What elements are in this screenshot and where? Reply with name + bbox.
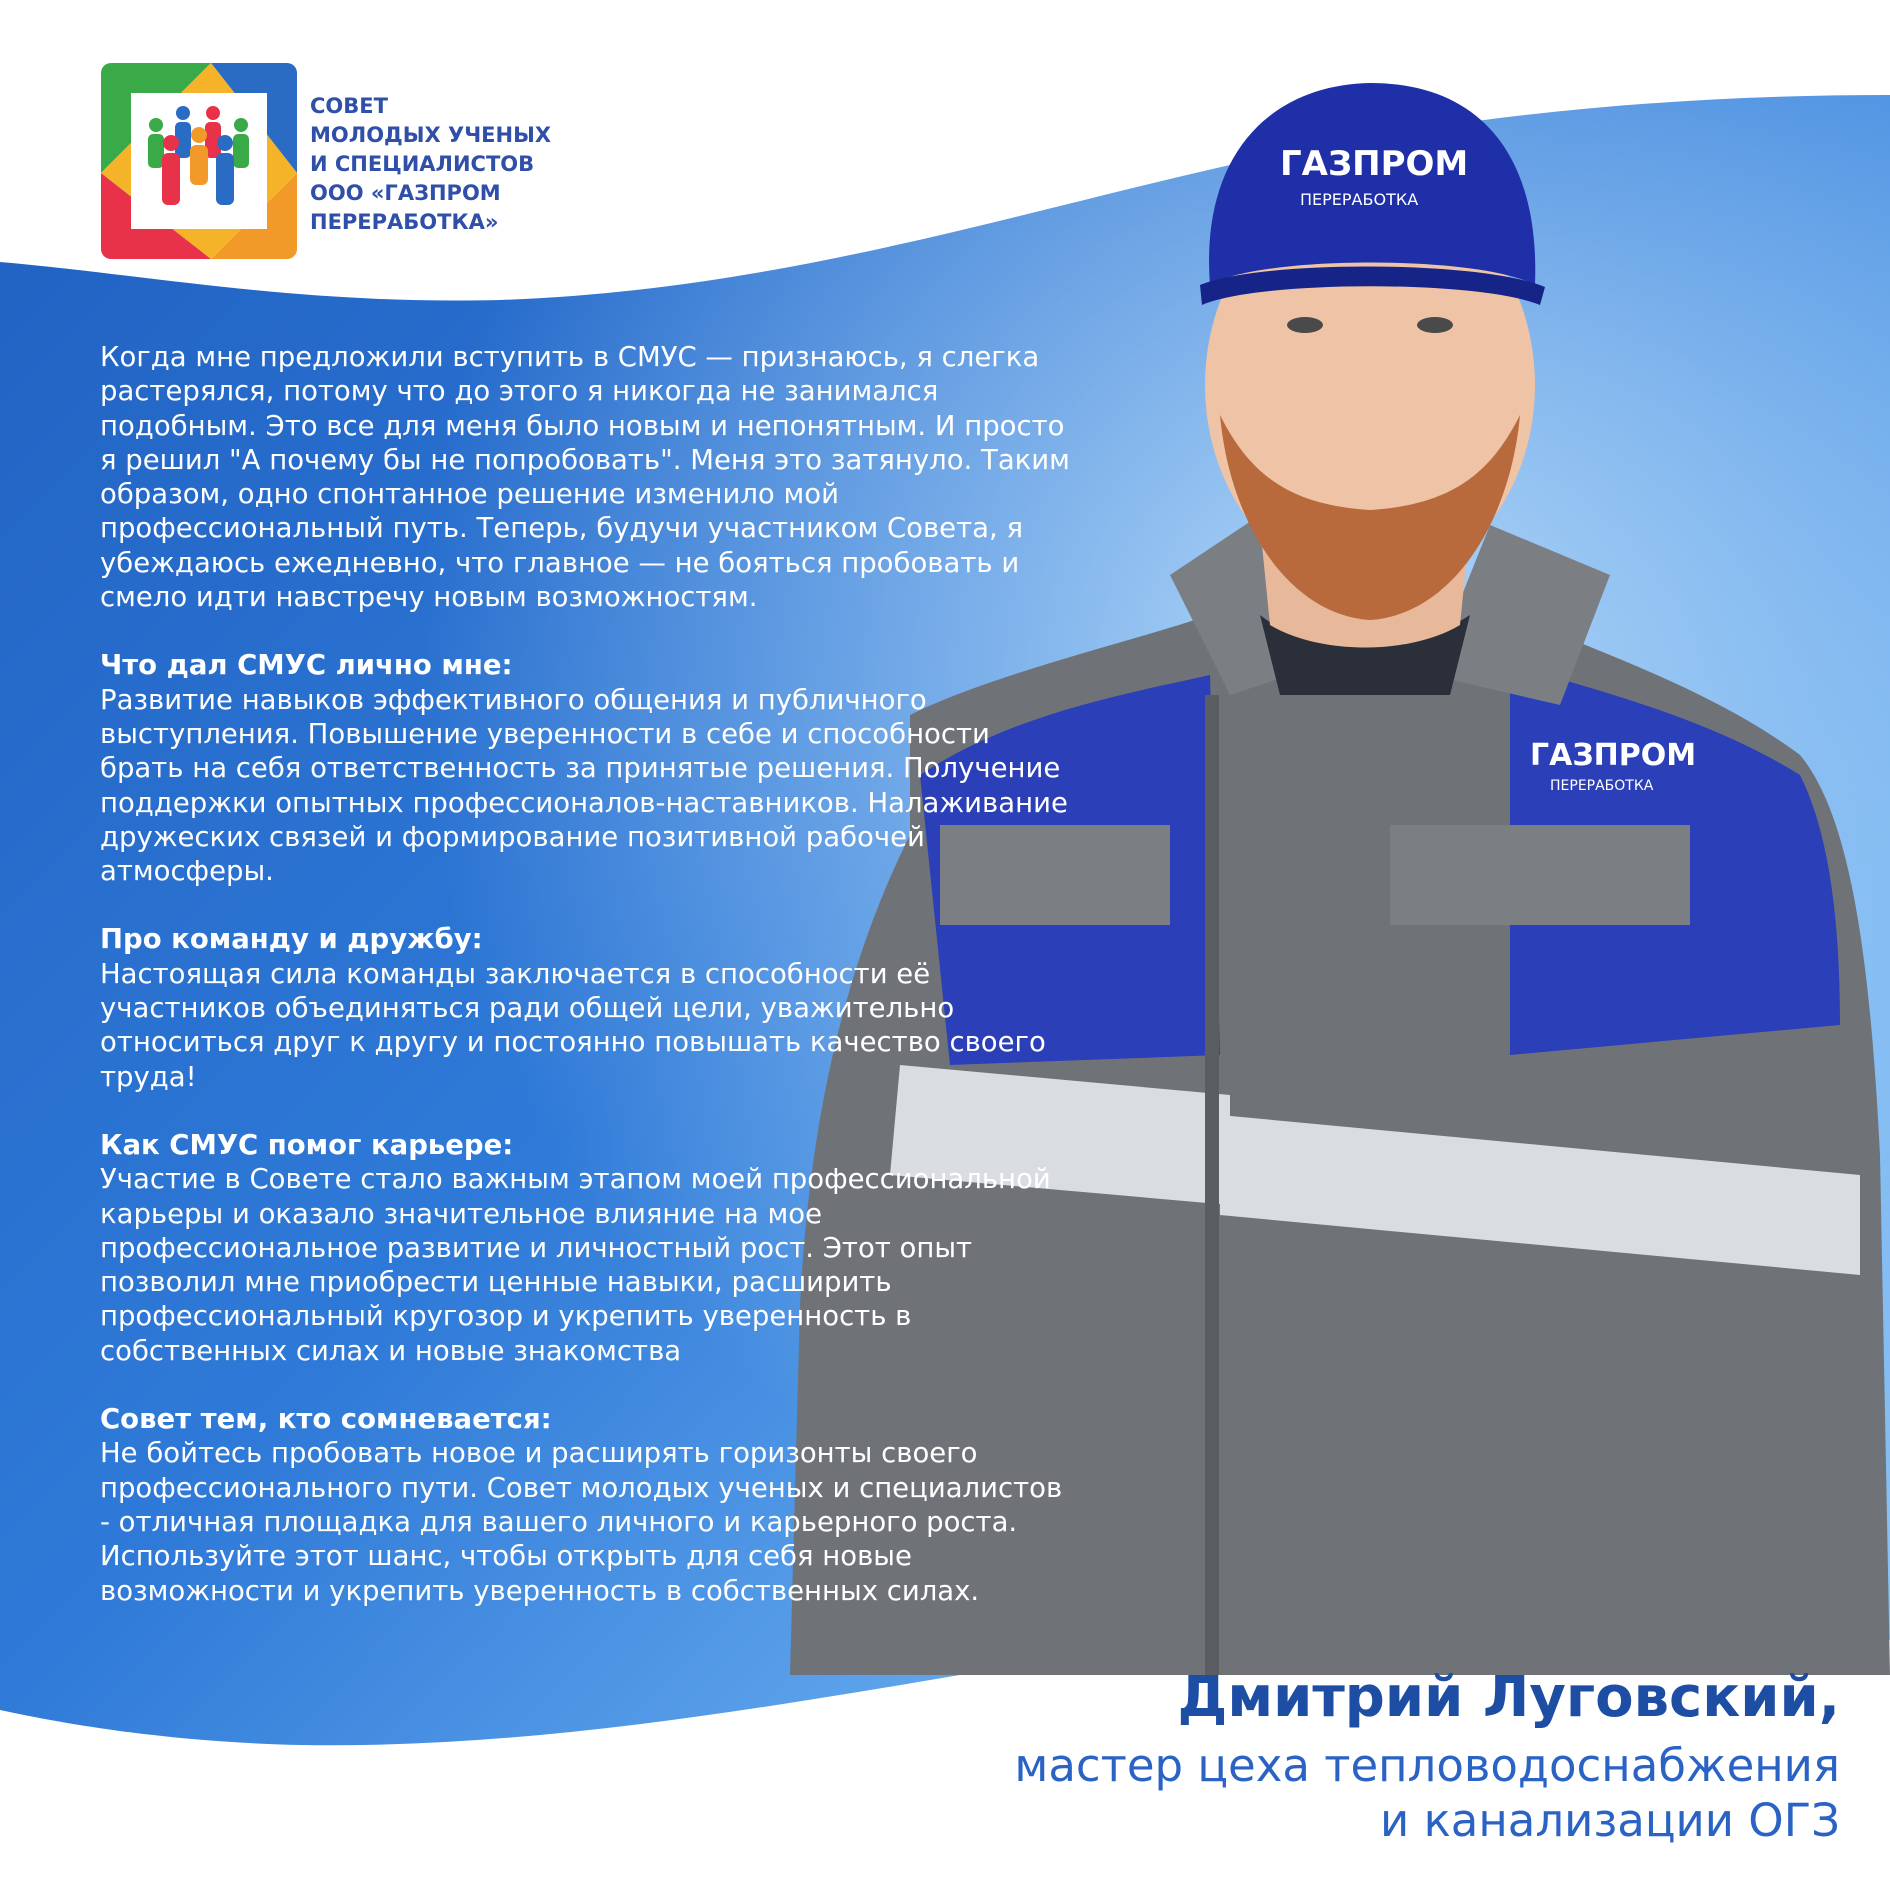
chest-logo-subtext: ПЕРЕРАБОТКА	[1550, 778, 1654, 794]
section-advice	[100, 1402, 1080, 1608]
cap-logo-subtext: ПЕРЕРАБОТКА	[1300, 190, 1419, 209]
section-career	[100, 1128, 1080, 1368]
council-logo	[101, 63, 297, 259]
logo-line: СОВЕТ	[310, 94, 388, 118]
role-line: мастер цеха тепловодоснабжения	[1014, 1739, 1840, 1792]
section-body: Участие в Совете стало важным этапом моей профессиональной карьеры и оказало значительное влияние на мое профессиональное развитие и личностный рост. Этот опыт позволил мне приобрести ценные навыки, расширить профессиональный кругозор и укрепить уверенность в собственных силах и новые знакомства	[100, 1163, 1051, 1367]
council-logo-text	[310, 92, 590, 237]
role-line: и канализации ОГЗ	[1380, 1794, 1840, 1847]
logo-line: МОЛОДЫХ УЧЕНЫХ	[310, 123, 552, 147]
logo-line: ПЕРЕРАБОТКА»	[310, 210, 499, 234]
section-heading: Совет тем, кто сомневается:	[100, 1403, 552, 1436]
section-heading: Про команду и дружбу:	[100, 923, 483, 956]
section-heading: Как СМУС помог карьере:	[100, 1128, 514, 1161]
logo-line: ООО «ГАЗПРОМ	[310, 181, 501, 205]
chest-logo-text: ГАЗПРОМ	[1530, 738, 1697, 773]
logo-line: И СПЕЦИАЛИСТОВ	[310, 152, 535, 176]
intro-paragraph: Когда мне предложили вступить в СМУС — признаюсь, я слегка растерялся, потому что до этого я никогда не занимался подобным. Это все для меня было новым и непонятным. И просто я решил "А почему бы не попробовать". Меня это затянуло. Таким образом, одно спонтанное решение изменило мой профессиональный путь. Теперь, будучи участником Совета, я убеждаюсь ежедневно, что главное — не бояться пробовать и смело идти навстречу новым возможностям.	[100, 341, 1070, 614]
section-what-gave	[100, 648, 1080, 888]
testimonial-text	[100, 340, 1080, 1642]
cap-logo-text: ГАЗПРОМ	[1280, 144, 1469, 184]
section-heading: Что дал СМУС лично мне:	[100, 649, 513, 682]
section-body: Настоящая сила команды заключается в способности её участников объединяться ради общей цели, уважительно относиться друг к другу и постоянно повышать качество своего труда!	[100, 957, 1046, 1093]
section-team	[100, 922, 1080, 1093]
person-role	[840, 1738, 1840, 1848]
section-body: Развитие навыков эффективного общения и публичного выступления. Повышение уверенности в себе и способности брать на себя ответственность за принятые решения. Получение поддержки опытных профессионалов-наставников. Налаживание дружеских связей и формирование позитивной рабочей атмосферы.	[100, 683, 1068, 888]
person-name: Дмитрий Луговский,	[1177, 1665, 1840, 1730]
section-body: Не бойтесь пробовать новое и расширять горизонты своего профессионального пути. Совет молодых ученых и специалистов - отличная площадка для вашего личного и карьерного роста. Используйте этот шанс, чтобы открыть для себя новые возможности и укрепить уверенность в собственных силах.	[100, 1437, 1063, 1607]
